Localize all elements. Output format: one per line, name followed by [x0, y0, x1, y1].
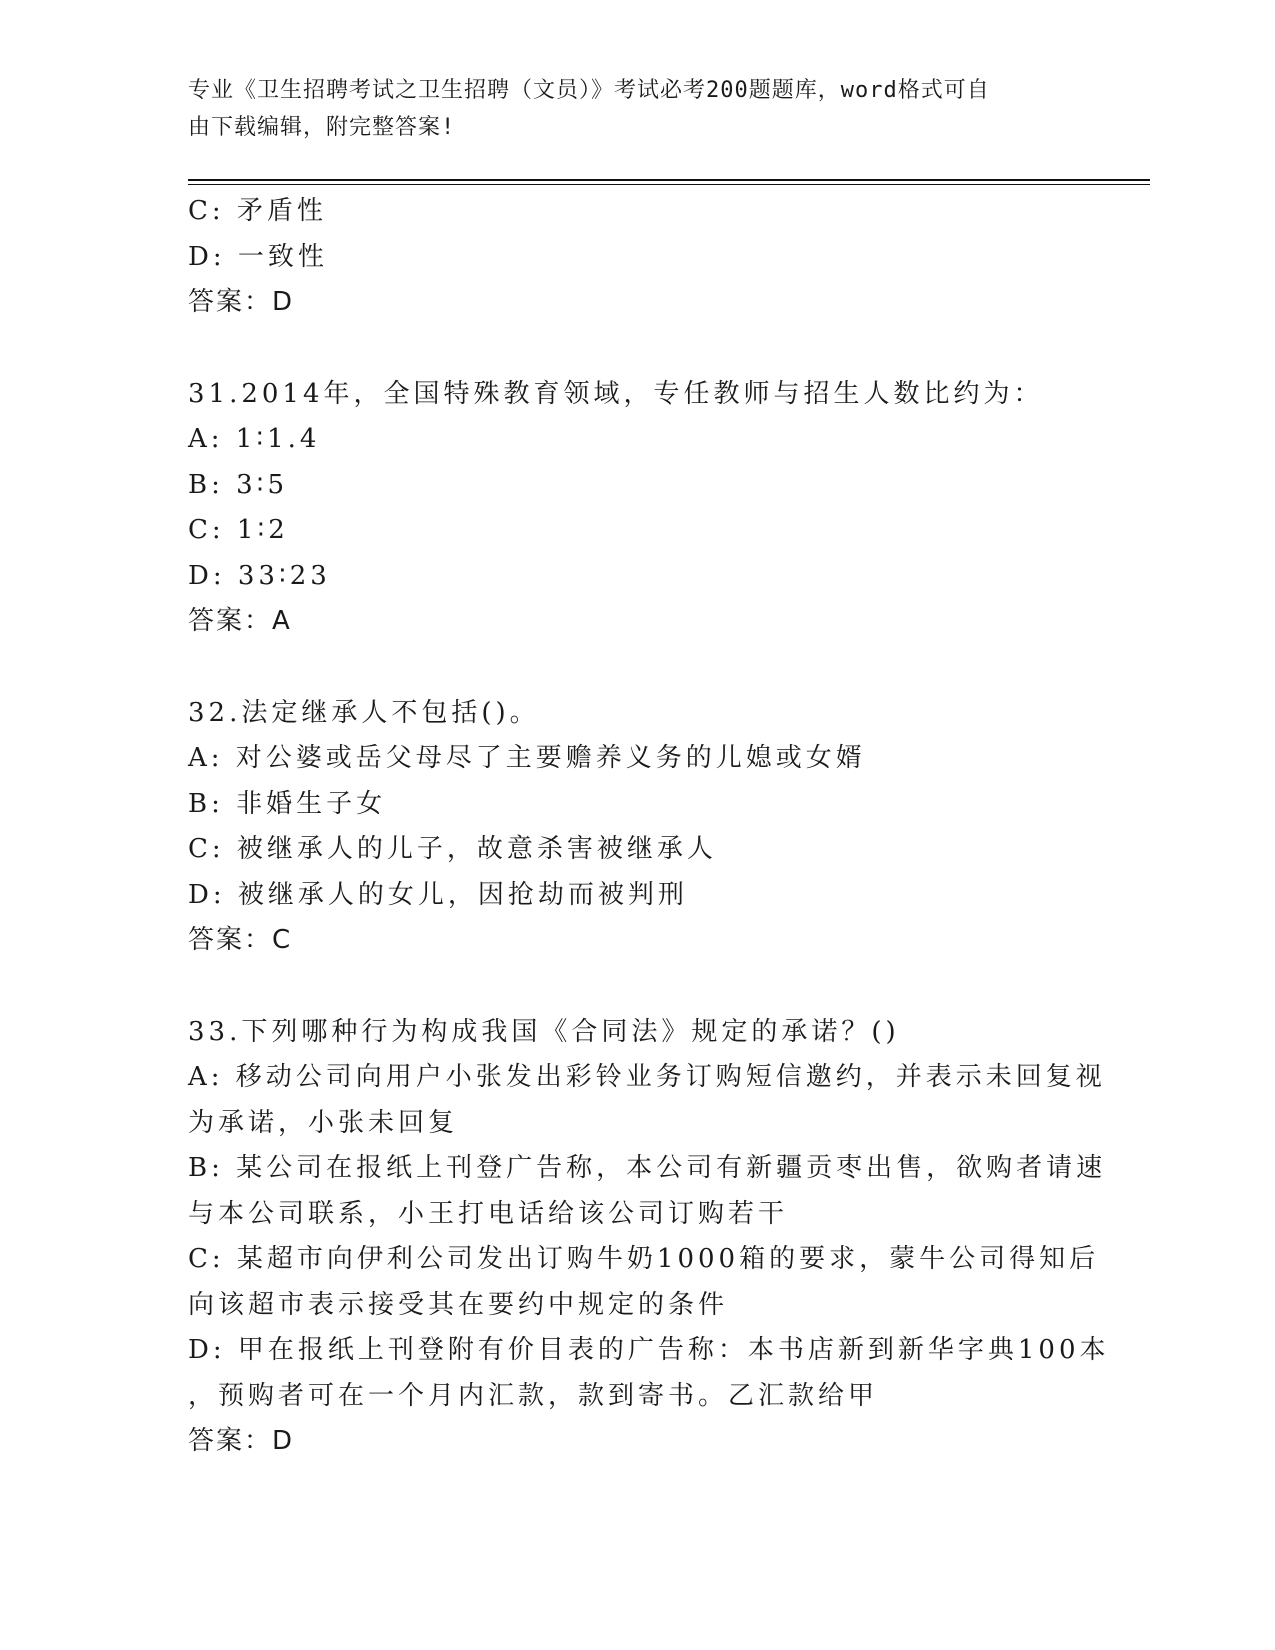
option-b-line-1: B: 某公司在报纸上刊登广告称，本公司有新疆贡枣出售，欲购者请速 — [188, 1153, 1107, 1183]
option-d: D: 一致性 — [188, 241, 328, 272]
answer-line: 答案：A — [188, 606, 292, 636]
question-stem: 33.下列哪种行为构成我国《合同法》规定的承诺？() — [188, 1016, 900, 1047]
option-c-line-1: C: 某超市向伊利公司发出订购牛奶1000箱的要求，蒙牛公司得知后 — [188, 1244, 1100, 1274]
question-stem: 32.法定继承人不包括()。 — [188, 697, 540, 728]
page-header — [188, 72, 1068, 146]
option-d-line-2: ，预购者可在一个月内汇款，款到寄书。乙汇款给甲 — [188, 1380, 879, 1411]
option-c-line-2: 向该超市表示接受其在要约中规定的条件 — [188, 1289, 729, 1320]
document-body — [188, 189, 1110, 1465]
option-a: A: 1∶1.4 — [188, 424, 321, 454]
option-a: A: 对公婆或岳父母尽了主要赡养义务的儿媳或女婿 — [188, 743, 866, 773]
option-c: C: 1∶2 — [188, 515, 289, 545]
answer-line: 答案：D — [188, 287, 295, 317]
option-c: C: 被继承人的儿子，故意杀害被继承人 — [188, 834, 717, 864]
option-d-line-1: D: 甲在报纸上刊登附有价目表的广告称：本书店新到新华字典100本 — [188, 1335, 1110, 1365]
option-a-line-1: A: 移动公司向用户小张发出彩铃业务订购短信邀约，并表示未回复视 — [188, 1062, 1106, 1092]
header-rule-thick — [188, 179, 1150, 181]
answer-line: 答案：D — [188, 1426, 295, 1456]
question-stem: 31.2014年，全国特殊教育领域，专任教师与招生人数比约为： — [188, 378, 1044, 409]
header-rule-thin — [188, 184, 1150, 185]
option-b-line-2: 与本公司联系，小王打电话给该公司订购若干 — [188, 1198, 789, 1229]
option-c: C: 矛盾性 — [188, 196, 327, 226]
question-31 — [188, 372, 1088, 645]
question-33 — [188, 1010, 1110, 1465]
question-32 — [188, 691, 1088, 964]
option-a-line-2: 为承诺，小张未回复 — [188, 1107, 459, 1138]
question-30-tail — [188, 189, 1088, 326]
option-b: B: 3∶5 — [188, 469, 288, 500]
header-line-1: 专业《卫生招聘考试之卫生招聘（文员）》考试必考200题题库，word格式可自 — [188, 78, 990, 103]
answer-line: 答案：C — [188, 925, 293, 955]
option-b: B: 非婚生子女 — [188, 788, 387, 819]
option-d: D: 33∶23 — [188, 560, 331, 591]
option-d: D: 被继承人的女儿，因抢劫而被判刑 — [188, 879, 688, 910]
header-line-2: 由下载编辑，附完整答案! — [188, 115, 456, 140]
